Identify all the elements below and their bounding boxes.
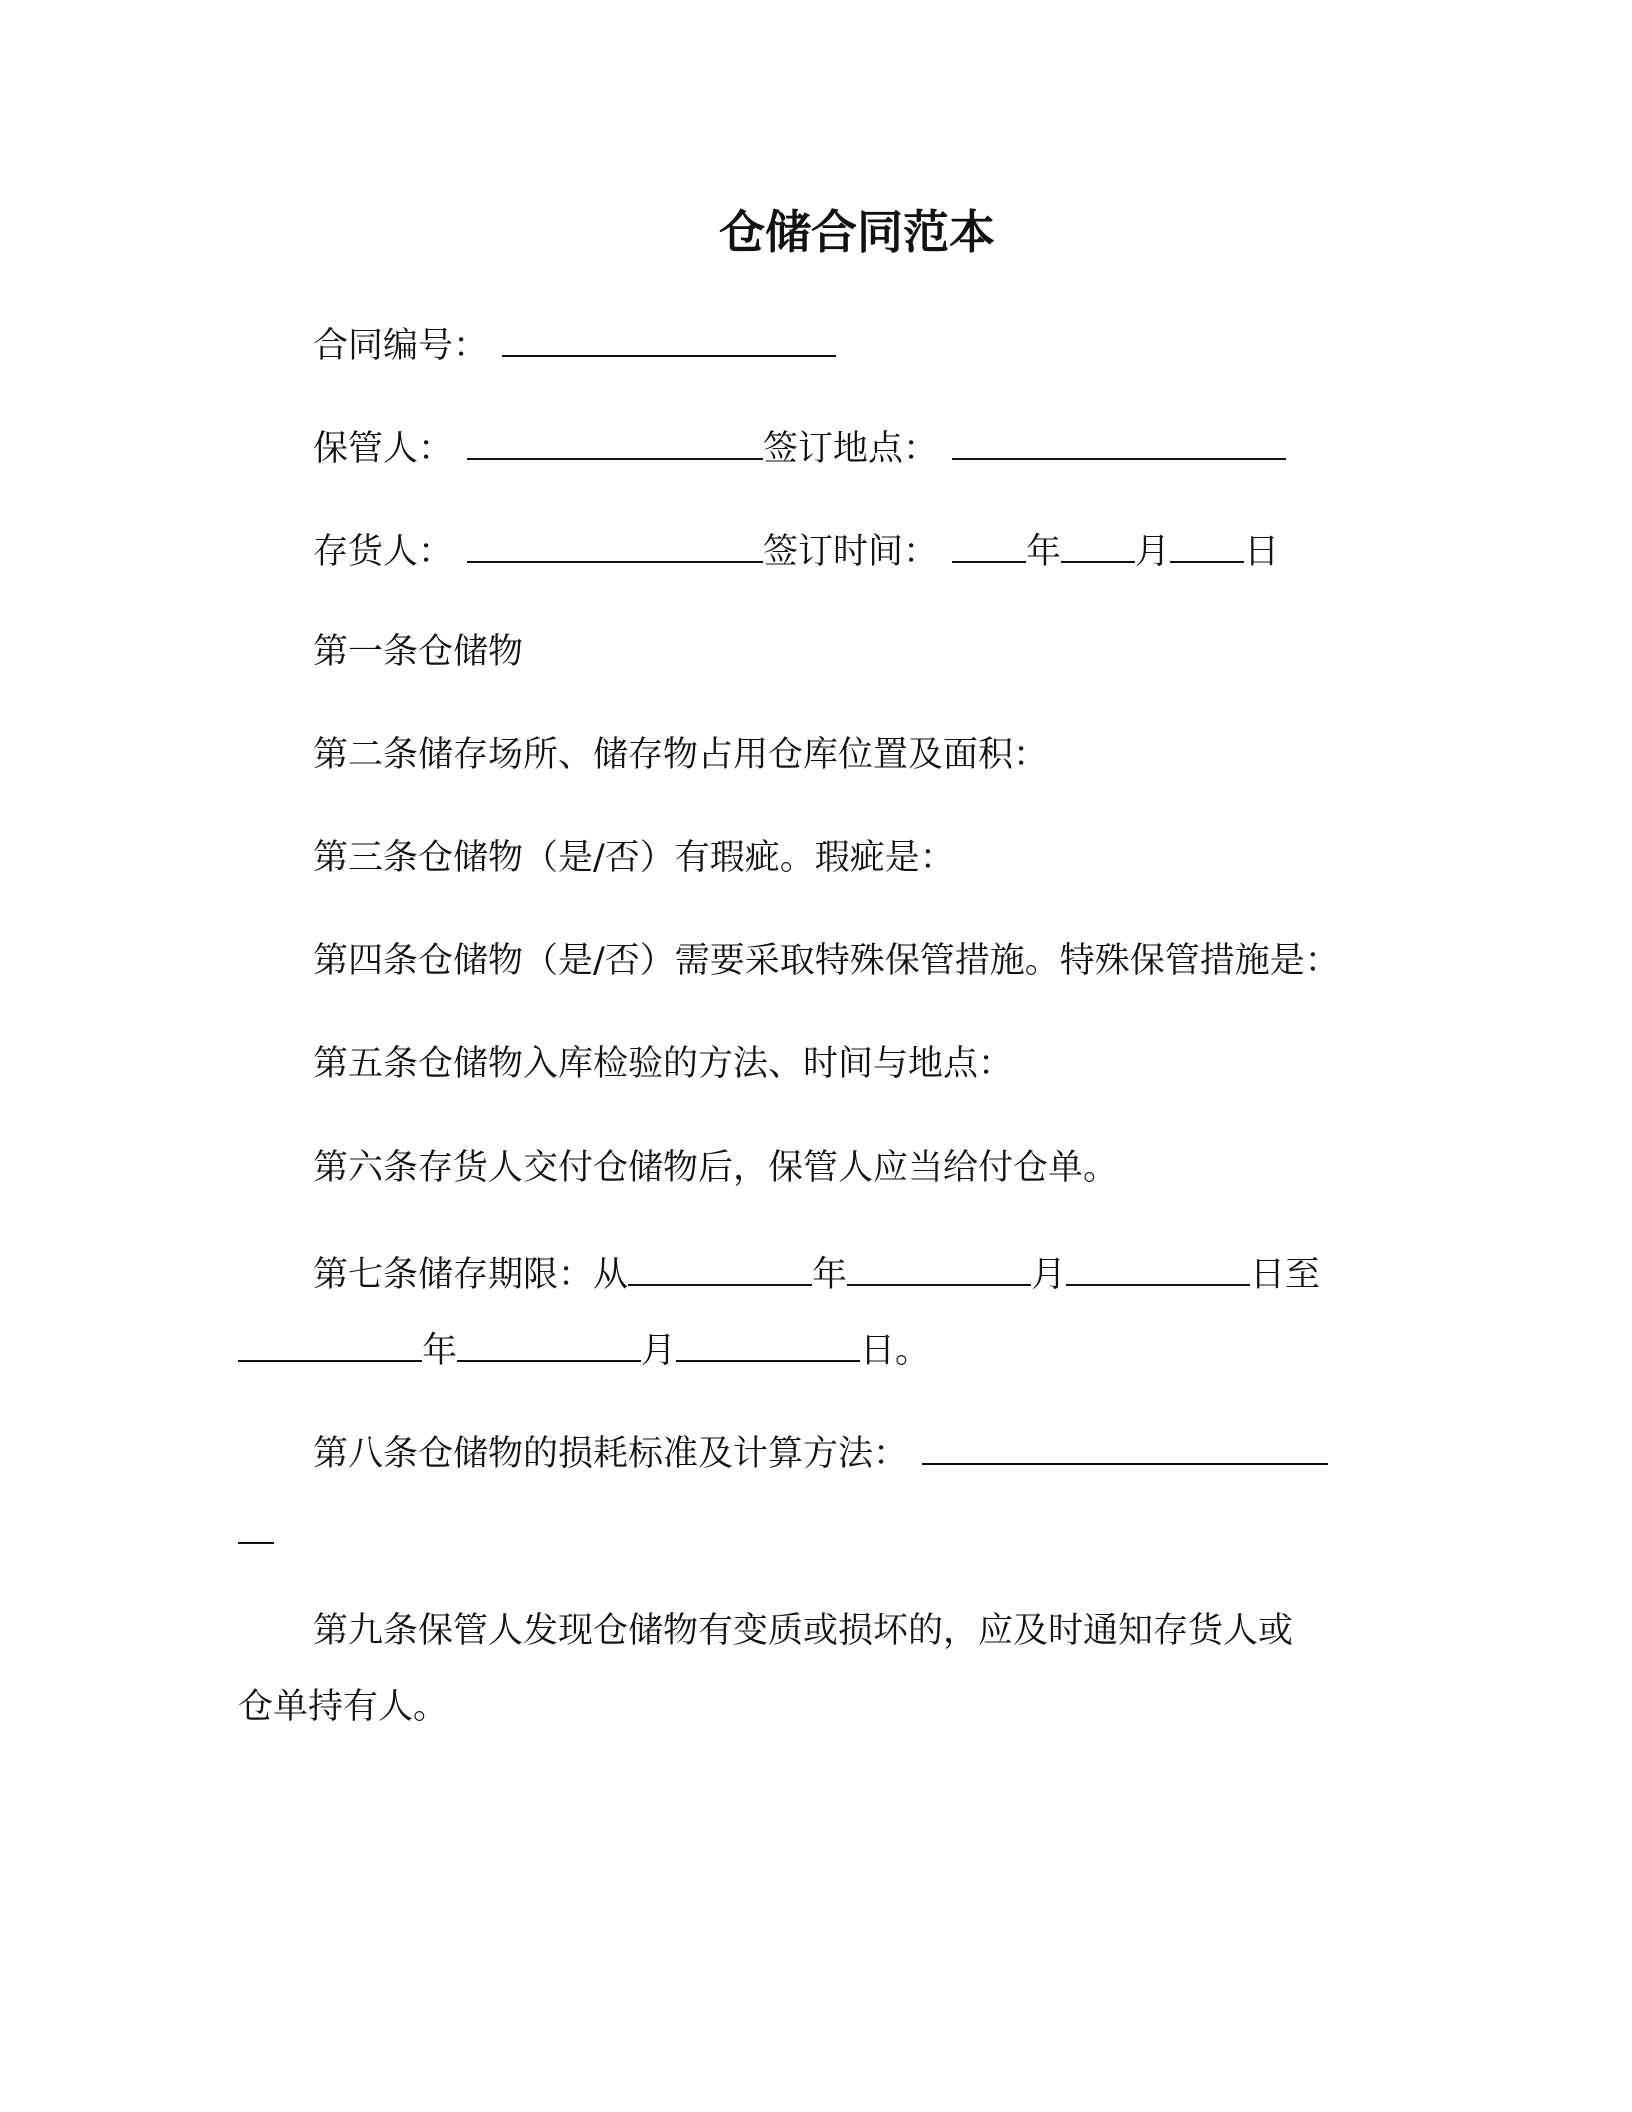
end-month-blank[interactable] bbox=[457, 1322, 641, 1362]
article-7-label: 第七条储存期限：从 bbox=[313, 1255, 629, 1295]
article-6: 第六条存货人交付仓储物后，保管人应当给付仓单。 bbox=[313, 1148, 1119, 1188]
article-8-line2 bbox=[238, 1504, 274, 1554]
sign-year-label: 年 bbox=[1026, 532, 1062, 572]
sign-day-label: 日 bbox=[1244, 532, 1280, 572]
keeper-blank[interactable] bbox=[467, 420, 763, 460]
start-day-blank[interactable] bbox=[1066, 1246, 1250, 1286]
article-7-line1 bbox=[313, 1246, 1320, 1296]
start-year-blank[interactable] bbox=[628, 1246, 812, 1286]
end-year-blank[interactable] bbox=[238, 1322, 422, 1362]
depositor-line bbox=[313, 523, 1279, 573]
sign-time-label: 签订时间： bbox=[763, 532, 939, 572]
sign-place-blank[interactable] bbox=[952, 420, 1286, 460]
end-day-label: 日。 bbox=[860, 1331, 931, 1371]
contract-number-label: 合同编号： bbox=[313, 326, 489, 366]
contract-number-blank[interactable] bbox=[502, 317, 836, 357]
contract-number-line bbox=[313, 317, 836, 367]
article-8-line1 bbox=[313, 1425, 1328, 1475]
loss-standard-blank[interactable] bbox=[922, 1425, 1328, 1465]
depositor-label: 存货人： bbox=[313, 532, 454, 572]
loss-standard-blank-continued[interactable] bbox=[238, 1504, 274, 1544]
end-year-label: 年 bbox=[422, 1331, 458, 1371]
article-9-line2: 仓单持有人。 bbox=[238, 1687, 449, 1727]
sign-month-blank[interactable] bbox=[1061, 523, 1135, 563]
article-7-line2 bbox=[238, 1322, 930, 1372]
depositor-blank[interactable] bbox=[467, 523, 763, 563]
article-3: 第三条仓储物（是/否）有瑕疵。瑕疵是： bbox=[313, 838, 955, 878]
end-day-blank[interactable] bbox=[676, 1322, 860, 1362]
keeper-label: 保管人： bbox=[313, 429, 454, 469]
document-title: 仓储合同范本 bbox=[719, 205, 995, 259]
start-year-label: 年 bbox=[812, 1255, 848, 1295]
start-month-label: 月 bbox=[1031, 1255, 1067, 1295]
end-month-label: 月 bbox=[641, 1331, 677, 1371]
keeper-line bbox=[313, 420, 1286, 470]
sign-month-label: 月 bbox=[1135, 532, 1171, 572]
sign-day-blank[interactable] bbox=[1170, 523, 1244, 563]
start-month-blank[interactable] bbox=[847, 1246, 1031, 1286]
article-4: 第四条仓储物（是/否）需要采取特殊保管措施。特殊保管措施是： bbox=[313, 941, 1340, 981]
sign-place-label: 签订地点： bbox=[763, 429, 939, 469]
article-1: 第一条仓储物 bbox=[313, 632, 524, 672]
article-8-label: 第八条仓储物的损耗标准及计算方法： bbox=[313, 1434, 909, 1474]
start-day-to-label: 日至 bbox=[1250, 1255, 1321, 1295]
sign-year-blank[interactable] bbox=[952, 523, 1026, 563]
article-2: 第二条储存场所、储存物占用仓库位置及面积： bbox=[313, 735, 1049, 775]
article-9-line1: 第九条保管人发现仓储物有变质或损坏的，应及时通知存货人或 bbox=[313, 1611, 1294, 1651]
article-5: 第五条仓储物入库检验的方法、时间与地点： bbox=[313, 1044, 1014, 1084]
